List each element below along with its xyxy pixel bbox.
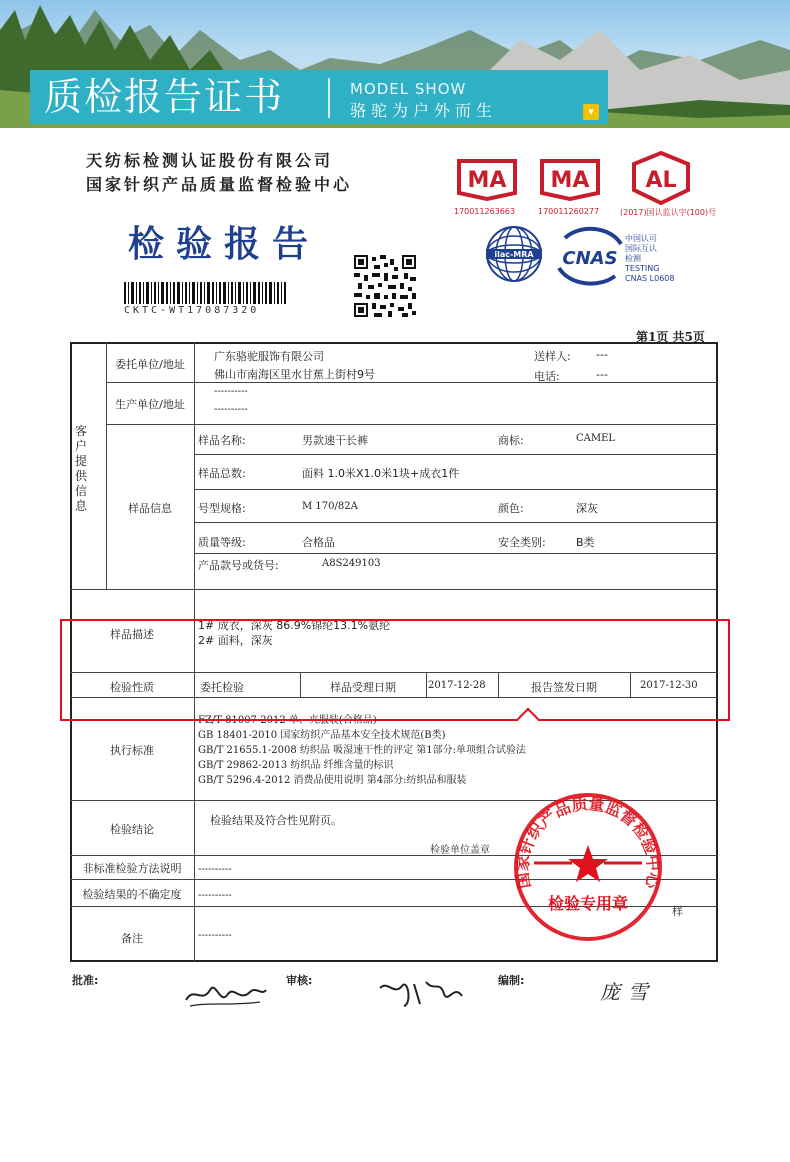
table-rule — [106, 424, 718, 425]
sender-value: --- — [596, 348, 608, 361]
cal-logo-icon — [630, 150, 692, 206]
cnas-desc-line: TESTING — [625, 264, 660, 273]
highlight-frame — [60, 619, 730, 721]
cnas-logo-icon — [555, 226, 625, 288]
svg-text:国家针织产品质量监督检验中心 — [513, 794, 664, 891]
conclusion-value: 检验结果及符合性见附页。 — [210, 814, 342, 827]
issue-date: 2017-12-30 — [640, 680, 698, 691]
nonstandard-label: 非标准检验方法说明 — [82, 862, 182, 875]
cert-number-1: 170011263663 — [454, 207, 516, 216]
cma-logo-icon — [538, 157, 602, 201]
uncertainty-label: 检验结果的不确定度 — [82, 888, 182, 901]
barcode-number: CKTC-WT17087320 — [124, 305, 260, 316]
cnas-desc-line: CNAS L0608 — [625, 274, 675, 283]
phone-value: --- — [596, 368, 608, 381]
conclusion-label: 检验结论 — [110, 823, 154, 836]
cnas-desc-line: 中国认可 — [625, 234, 657, 243]
cnas-text: CNAS — [562, 248, 618, 269]
approver-signature — [180, 976, 270, 1010]
client-section-label: 客户提供信息 — [74, 424, 87, 513]
standard-item: FZ/T 81007-2012 单、夹服装(合格品) — [198, 715, 377, 726]
model-label: 号型规格: — [198, 502, 246, 515]
cnas-desc-line: 检测 — [625, 254, 641, 263]
desc-label: 样品描述 — [110, 628, 154, 641]
phone-label: 电话: — [534, 370, 560, 383]
nature-label: 检验性质 — [110, 681, 154, 694]
cma-logo-icon — [455, 157, 519, 201]
sample-name-label: 样品名称: — [198, 434, 246, 447]
standard-label: 执行标准 — [110, 744, 154, 757]
sample-name: 男款速干长裤 — [302, 434, 368, 447]
page-info: 第1页 共5页 — [636, 330, 705, 344]
cert-number-3: (2017)国认监认字(100)号 — [620, 208, 717, 217]
remarks-value: ---------- — [198, 930, 232, 941]
table-rule — [194, 522, 718, 523]
desc-line1: 1# 成衣，深灰 86.9%锦纶13.1%氨纶 — [198, 619, 391, 632]
compile-label: 编制: — [498, 974, 525, 987]
producer-label: 生产单位/地址 — [115, 398, 185, 411]
sender-label: 送样人: — [534, 350, 571, 363]
nature-value: 委托检验 — [200, 681, 244, 694]
banner-subtitle-cn: 骆驼为户外而生 — [350, 101, 498, 120]
issue-date-label: 报告签发日期 — [531, 681, 597, 694]
table-rule — [106, 342, 107, 589]
official-stamp — [512, 791, 664, 943]
remarks-label: 备注 — [121, 932, 143, 945]
producer-line1: ---------- — [214, 386, 248, 397]
uncertainty-value: ---------- — [198, 890, 232, 901]
chevron-down-icon[interactable]: ▾ — [583, 104, 599, 120]
model-value: M 170/82A — [302, 501, 358, 512]
sample-note: 样 — [672, 905, 683, 918]
title-bar — [30, 70, 608, 124]
sample-count-label: 样品总数: — [198, 467, 246, 480]
standard-item: GB/T 29862-2013 纺织品 纤维含量的标识 — [198, 760, 394, 771]
client-address: 佛山市南海区里水甘蕉上街村9号 — [214, 368, 375, 381]
cert-number-2: 170011260277 — [538, 207, 600, 216]
org-name-line1: 天纺标检测认证股份有限公司 — [86, 151, 334, 170]
table-rule — [70, 589, 718, 590]
client-name: 广东骆驼服饰有限公司 — [214, 350, 324, 363]
color-label: 颜色: — [498, 502, 524, 515]
sample-count: 面料 1.0米X1.0米1块+成衣1件 — [302, 467, 460, 480]
cnas-description — [625, 234, 674, 284]
cma-logo-text: MA — [467, 168, 507, 193]
client-label: 委托单位/地址 — [115, 358, 185, 371]
sample-info-label: 样品信息 — [128, 502, 172, 515]
nonstandard-value: ---------- — [198, 864, 232, 875]
producer-line2: ---------- — [214, 404, 248, 415]
ilac-mra-text: ilac-MRA — [494, 250, 534, 259]
qr-code-icon — [354, 255, 416, 317]
brand-value: CAMEL — [576, 433, 616, 444]
product-no-label: 产品款号或货号: — [198, 559, 279, 572]
desc-line2: 2# 面料，深灰 — [198, 634, 273, 647]
cal-logo-text: AL — [645, 168, 677, 193]
stamp-note: 检验单位盖章 — [430, 845, 490, 856]
safety-label: 安全类别: — [498, 536, 546, 549]
banner — [0, 0, 790, 128]
table-rule — [194, 553, 718, 554]
standard-item: GB/T 5296.4-2012 消费品使用说明 第4部分:纺织品和服装 — [198, 775, 467, 786]
table-rule — [194, 454, 718, 455]
banner-title: 质检报告证书 — [44, 75, 285, 119]
review-label: 审核: — [286, 974, 313, 987]
org-name-line2: 国家针织产品质量监督检验中心 — [86, 175, 353, 194]
grade-value: 合格品 — [302, 536, 335, 549]
product-no-value: A8S249103 — [322, 558, 381, 569]
brand-label: 商标: — [498, 434, 524, 447]
barcode-icon — [124, 282, 286, 304]
safety-value: B类 — [576, 536, 595, 549]
receive-date-label: 样品受理日期 — [330, 681, 396, 694]
stamp-center-text: 检验专用章 — [547, 894, 629, 913]
cma-logo-text: MA — [550, 168, 590, 193]
banner-subtitle-en: MODEL SHOW — [350, 80, 467, 98]
reviewer-signature — [374, 976, 466, 1010]
table-rule — [106, 382, 718, 383]
color-value: 深灰 — [576, 502, 598, 515]
grade-label: 质量等级: — [198, 536, 246, 549]
approve-label: 批准: — [72, 974, 99, 987]
standard-item: GB 18401-2010 国家纺织产品基本安全技术规范(B类) — [198, 730, 446, 741]
title-divider — [328, 78, 330, 118]
compiler-signature: 庞雪 — [600, 980, 656, 1004]
stamp-ring-text: 国家针织产品质量监督检验中心 — [512, 794, 664, 891]
standard-item: GB/T 21655.1-2008 纺织品 吸湿速干性的评定 第1部分:单项组合试验法 — [198, 745, 527, 756]
cnas-desc-line: 国际互认 — [625, 244, 657, 253]
report-title: 检验报告 — [128, 223, 321, 265]
table-rule — [194, 489, 718, 490]
ilac-mra-logo-icon — [484, 224, 544, 284]
receive-date: 2017-12-28 — [428, 680, 486, 691]
